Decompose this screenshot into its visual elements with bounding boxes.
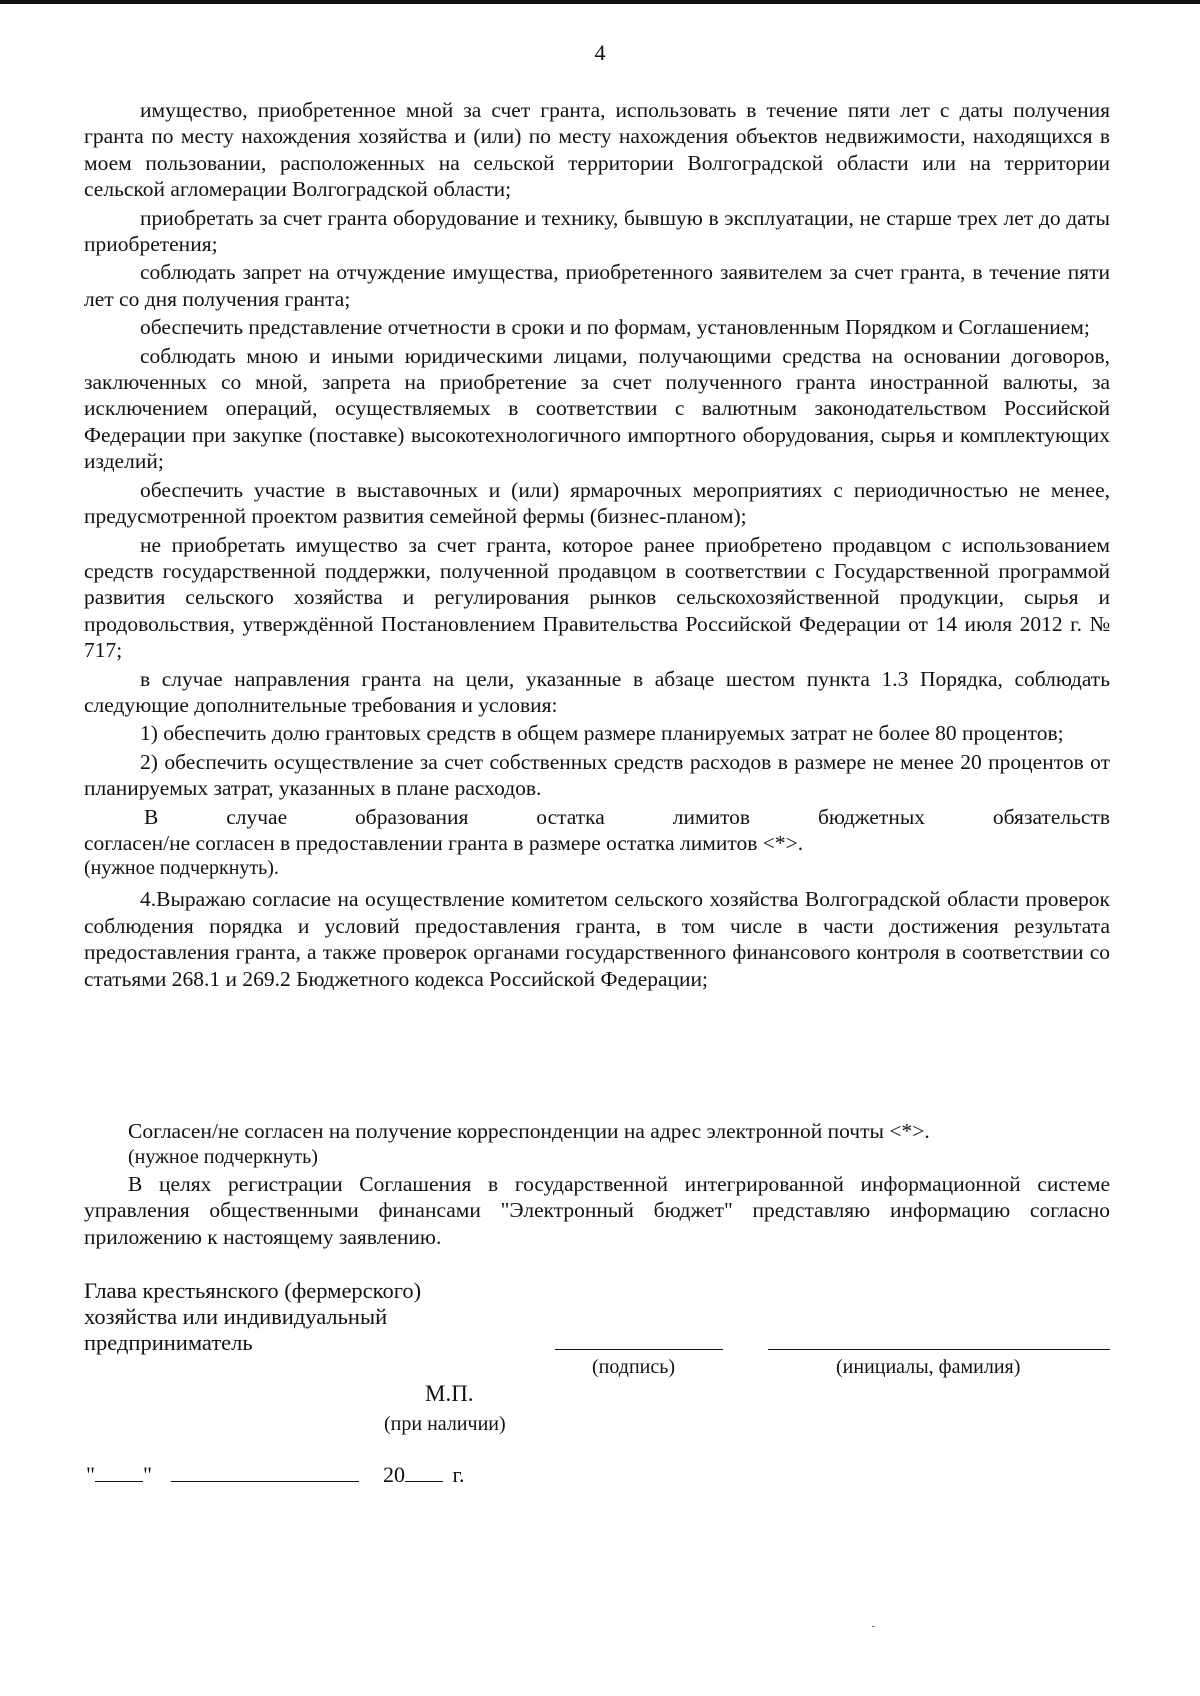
paragraph-condition-2: 2) обеспечить осуществление за счет собственных средств расходов в размере не менее 20 процентов от планируемых затрат, указанных в плане расходов. <box>84 749 1110 801</box>
limits-line-1: В случае образования остатка лимитов бюджетных обязательств <box>144 804 1110 829</box>
paragraph-consent-4: 4.Выражаю согласие на осуществление комитетом сельского хозяйства Волгоградской области проверок соблюдения порядка и условий предоставления гранта, в том числе в части достижения результата предоставления гранта, а также проверок органами государственного финансового контроля в соответствии со статьями 268.1 и 269.2 Бюджетного кодекса Российской Федерации; <box>84 887 1110 991</box>
signer-line-1: Глава крестьянского (фермерского) <box>84 1278 422 1303</box>
date-open-quote: " <box>86 1462 95 1487</box>
month-blank <box>171 1463 359 1482</box>
date-close-quote: " <box>142 1462 152 1487</box>
page-number: 4 <box>594 40 606 65</box>
limits-note: (нужное подчеркнуть). <box>84 857 279 880</box>
top-border <box>0 0 1200 4</box>
name-caption: (инициалы, фамилия) <box>836 1356 1021 1378</box>
year-blank <box>405 1463 443 1482</box>
paragraph-property-use: имущество, приобретенное мной за счет гранта, использовать в течение пяти лет с даты получения гранта по месту нахождения хозяйства и (или) по месту нахождения объектов недвижимости, находящихся в моем пользовании, расположенных на сельской территории Волгоградской области или на территории сельской агломерации Волгоградской области; <box>84 98 1110 202</box>
date-field <box>86 1462 465 1488</box>
paragraph-currency-ban: соблюдать мною и иными юридическими лицами, получающими средства на основании договоров, заключенных со мной, запрета на приобретение за счет полученного гранта иностранной валюты, за исключением операций, осуществляемых в соответствии с валютным законодательством Российской Федерации при закупке (поставке) высокотехнологичного импортного оборудования, сырья и комплектующих изделий; <box>84 343 1110 474</box>
document-body <box>84 97 1110 992</box>
email-consent-note: (нужное подчеркнуть) <box>128 1146 318 1169</box>
stamp-note: (при наличии) <box>384 1413 506 1435</box>
paragraph-conditions: в случае направления гранта на цели, указанные в абзаце шестом пункта 1.3 Порядка, соблюдать следующие дополнительные требования и условия: <box>84 666 1110 717</box>
paragraph-exhibitions: обеспечить участие в выставочных и (или) ярмарочных мероприятиях с периодичностью не менее, предусмотренной проектом развития семейной фермы (бизнес-планом); <box>84 477 1110 529</box>
email-consent-block <box>84 1118 1110 1250</box>
paragraph-alienation-ban: соблюдать запрет на отчуждение имущества, приобретенного заявителем за счет гранта, в течение пяти лет со дня получения гранта; <box>84 260 1110 311</box>
paragraph-condition-1: 1) обеспечить долю грантовых средств в общем размере планируемых затрат не более 80 процентов; <box>140 721 1064 746</box>
name-line <box>768 1349 1110 1350</box>
limits-line-2: согласен/не согласен в предоставлении гранта в размере остатка лимитов <*>. <box>84 830 804 855</box>
paragraph-reporting: обеспечить представление отчетности в сроки и по формам, установленным Порядком и Соглашением; <box>140 315 1090 340</box>
year-prefix: 20 <box>382 1462 405 1487</box>
year-suffix: г. <box>452 1462 465 1487</box>
registration-paragraph: В целях регистрации Соглашения в государственной интегрированной информационной системе управления общественными финансами "Электронный бюджет" представляю информацию согласно приложению к настоящему заявлению. <box>84 1171 1110 1249</box>
paragraph-state-support: не приобретать имущество за счет гранта, которое ранее приобретено продавцом с использованием средств государственной поддержки, полученной продавцом в соответствии с Государственной программой развития сельского хозяйства и регулирования рынков сельскохозяйственной продукции, сырья и продовольствия, утверждённой Постановлением Правительства Российской Федерации от 14 июля 2012 г. № 717; <box>84 532 1110 663</box>
signer-line-2: хозяйства или индивидуальный <box>84 1304 388 1329</box>
scan-speck <box>872 1626 875 1627</box>
email-consent-line: Согласен/не согласен на получение корреспонденции на адрес электронной почты <*>. <box>128 1119 930 1143</box>
stamp-label: М.П. <box>425 1381 474 1406</box>
signer-line-3: предприниматель <box>84 1330 253 1355</box>
signature-caption: (подпись) <box>592 1356 676 1378</box>
signer-title <box>84 1278 421 1356</box>
signature-line <box>555 1349 723 1350</box>
paragraph-equipment: приобретать за счет гранта оборудование и технику, бывшую в эксплуатации, не старше трех лет до даты приобретения; <box>84 205 1110 257</box>
day-blank <box>95 1463 143 1482</box>
